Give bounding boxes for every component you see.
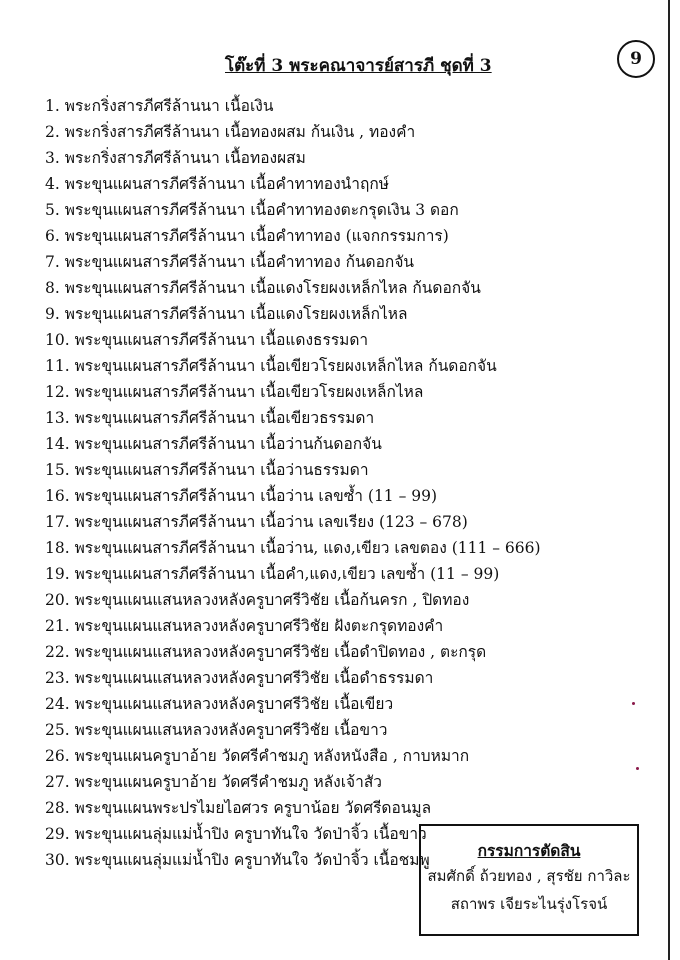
item-text: พระขุนแผนสารภีศรีล้านนา เนื้อว่าน เลขเรียง (123 – 678) bbox=[74, 513, 468, 531]
list-item bbox=[45, 457, 541, 483]
item-number: 2. bbox=[45, 123, 60, 141]
judging-committee-box bbox=[419, 824, 639, 936]
item-number: 24. bbox=[45, 695, 70, 713]
committee-title: กรรมการตัดสิน bbox=[477, 841, 581, 860]
list-item bbox=[45, 249, 541, 275]
item-number: 15. bbox=[45, 461, 70, 479]
item-number: 1. bbox=[45, 97, 60, 115]
list-item bbox=[45, 509, 541, 535]
page-edge-line bbox=[668, 0, 670, 960]
item-number: 18. bbox=[45, 539, 70, 557]
item-text: พระขุนแผนพระปรไมยไอศวร ครูบาน้อย วัดศรีดอนมูล bbox=[74, 799, 432, 817]
item-number: 16. bbox=[45, 487, 70, 505]
item-text: พระขุนแผนครูบาอ้าย วัดศรีคำชมภู หลังเจ้าสัว bbox=[74, 773, 382, 791]
item-number: 11. bbox=[45, 357, 70, 375]
item-text: พระขุนแผนแสนหลวงหลังครูบาศรีวิชัย เนื้อดำธรรมดา bbox=[74, 669, 434, 687]
page-number: 9 bbox=[630, 49, 642, 69]
list-item bbox=[45, 431, 541, 457]
list-item bbox=[45, 691, 541, 717]
item-text: พระขุนแผนแสนหลวงหลังครูบาศรีวิชัย เนื้อก้นครก , ปิดทอง bbox=[74, 591, 470, 609]
committee-member-line: สมศักดิ์ ถ้วยทอง , สุรชัย กาวิละ bbox=[427, 867, 631, 885]
list-item bbox=[45, 223, 541, 249]
item-number: 26. bbox=[45, 747, 70, 765]
item-number: 17. bbox=[45, 513, 70, 531]
list-item bbox=[45, 613, 541, 639]
list-item bbox=[45, 587, 541, 613]
list-item bbox=[45, 743, 541, 769]
list-item bbox=[45, 171, 541, 197]
item-text: พระขุนแผนสารภีศรีล้านนา เนื้อแดงโรยผงเหล็กไหล ก้นดอกจัน bbox=[64, 279, 481, 297]
list-item bbox=[45, 483, 541, 509]
list-item bbox=[45, 535, 541, 561]
item-text: พระขุนแผนแสนหลวงหลังครูบาศรีวิชัย เนื้อเขียว bbox=[74, 695, 394, 713]
list-item bbox=[45, 639, 541, 665]
list-item bbox=[45, 119, 541, 145]
item-number: 4. bbox=[45, 175, 60, 193]
item-number: 6. bbox=[45, 227, 60, 245]
list-item bbox=[45, 795, 541, 821]
list-item bbox=[45, 561, 541, 587]
item-number: 9. bbox=[45, 305, 60, 323]
item-number: 3. bbox=[45, 149, 60, 167]
item-number: 23. bbox=[45, 669, 70, 687]
item-number: 8. bbox=[45, 279, 60, 297]
page-number-badge bbox=[617, 40, 655, 78]
item-number: 12. bbox=[45, 383, 70, 401]
item-text: พระกริ่งสารภีศรีล้านนา เนื้อทองผสม ก้นเงิน , ทองคำ bbox=[64, 123, 416, 141]
list-item bbox=[45, 405, 541, 431]
item-text: พระขุนแผนสารภีศรีล้านนา เนื้อแดงธรรมดา bbox=[74, 331, 369, 349]
item-text: พระขุนแผนลุ่มแม่น้ำปิง ครูบาทันใจ วัดป่าจิ้ว เนื้อชมพู bbox=[74, 851, 430, 869]
committee-member-line: สถาพร เจียระไนรุ่งโรจน์ bbox=[450, 895, 608, 913]
item-text: พระขุนแผนสารภีศรีล้านนา เนื้อว่านก้นดอกจัน bbox=[74, 435, 382, 453]
item-number: 19. bbox=[45, 565, 70, 583]
item-number: 5. bbox=[45, 201, 60, 219]
item-text: พระขุนแผนสารภีศรีล้านนา เนื้อคำทาทองนำฤกษ์ bbox=[64, 175, 389, 193]
item-text: พระกริ่งสารภีศรีล้านนา เนื้อทองผสม bbox=[64, 149, 306, 167]
item-number: 28. bbox=[45, 799, 70, 817]
item-text: พระขุนแผนสารภีศรีล้านนา เนื้อแดงโรยผงเหล็กไหล bbox=[64, 305, 408, 323]
amulet-list bbox=[45, 93, 541, 873]
list-item bbox=[45, 769, 541, 795]
item-number: 20. bbox=[45, 591, 70, 609]
item-text: พระขุนแผนแสนหลวงหลังครูบาศรีวิชัย ฝังตะกรุดทองคำ bbox=[74, 617, 444, 635]
item-number: 29. bbox=[45, 825, 70, 843]
item-number: 14. bbox=[45, 435, 70, 453]
item-text: พระขุนแผนสารภีศรีล้านนา เนื้อเขียวโรยผงเหล็กไหล bbox=[74, 383, 424, 401]
list-item bbox=[45, 275, 541, 301]
item-text: พระขุนแผนสารภีศรีล้านนา เนื้อเขียวโรยผงเหล็กไหล ก้นดอกจัน bbox=[74, 357, 497, 375]
item-number: 10. bbox=[45, 331, 70, 349]
list-item bbox=[45, 93, 541, 119]
item-number: 13. bbox=[45, 409, 70, 427]
item-text: พระขุนแผนแสนหลวงหลังครูบาศรีวิชัย เนื้อดำปิดทอง , ตะกรุด bbox=[74, 643, 487, 661]
item-number: 25. bbox=[45, 721, 70, 739]
page-title: โต๊ะที่ 3 พระคณาจารย์สารภี ชุดที่ 3 bbox=[225, 56, 492, 76]
item-text: พระขุนแผนแสนหลวงหลังครูบาศรีวิชัย เนื้อขาว bbox=[74, 721, 388, 739]
item-text: พระขุนแผนลุ่มแม่น้ำปิง ครูบาทันใจ วัดป่าจิ้ว เนื้อขาว bbox=[74, 825, 427, 843]
scan-speck bbox=[632, 702, 635, 705]
list-item bbox=[45, 197, 541, 223]
item-number: 30. bbox=[45, 851, 70, 869]
list-item bbox=[45, 665, 541, 691]
item-number: 22. bbox=[45, 643, 70, 661]
item-text: พระขุนแผนสารภีศรีล้านนา เนื้อเขียวธรรมดา bbox=[74, 409, 375, 427]
list-item bbox=[45, 353, 541, 379]
item-number: 21. bbox=[45, 617, 70, 635]
list-item bbox=[45, 717, 541, 743]
list-item bbox=[45, 379, 541, 405]
item-number: 7. bbox=[45, 253, 60, 271]
list-item bbox=[45, 301, 541, 327]
item-text: พระขุนแผนสารภีศรีล้านนา เนื้อคำทาทองตะกรุดเงิน 3 ดอก bbox=[64, 201, 459, 219]
item-text: พระขุนแผนสารภีศรีล้านนา เนื้อว่าน เลขซ้ำ (11 – 99) bbox=[74, 487, 438, 505]
item-text: พระขุนแผนสารภีศรีล้านนา เนื้อว่านธรรมดา bbox=[74, 461, 369, 479]
item-number: 27. bbox=[45, 773, 70, 791]
scan-speck bbox=[636, 767, 639, 770]
item-text: พระขุนแผนครูบาอ้าย วัดศรีคำชมภู หลังหนังสือ , กาบหมาก bbox=[74, 747, 470, 765]
item-text: พระขุนแผนสารภีศรีล้านนา เนื้อคำ,แดง,เขียว เลขซ้ำ (11 – 99) bbox=[74, 565, 500, 583]
list-item bbox=[45, 327, 541, 353]
item-text: พระกริ่งสารภีศรีล้านนา เนื้อเงิน bbox=[64, 97, 274, 115]
item-text: พระขุนแผนสารภีศรีล้านนา เนื้อว่าน, แดง,เขียว เลขตอง (111 – 666) bbox=[74, 539, 541, 557]
item-text: พระขุนแผนสารภีศรีล้านนา เนื้อคำทาทอง ก้นดอกจัน bbox=[64, 253, 414, 271]
list-item bbox=[45, 145, 541, 171]
item-text: พระขุนแผนสารภีศรีล้านนา เนื้อคำทาทอง (แจกกรรมการ) bbox=[64, 227, 449, 245]
